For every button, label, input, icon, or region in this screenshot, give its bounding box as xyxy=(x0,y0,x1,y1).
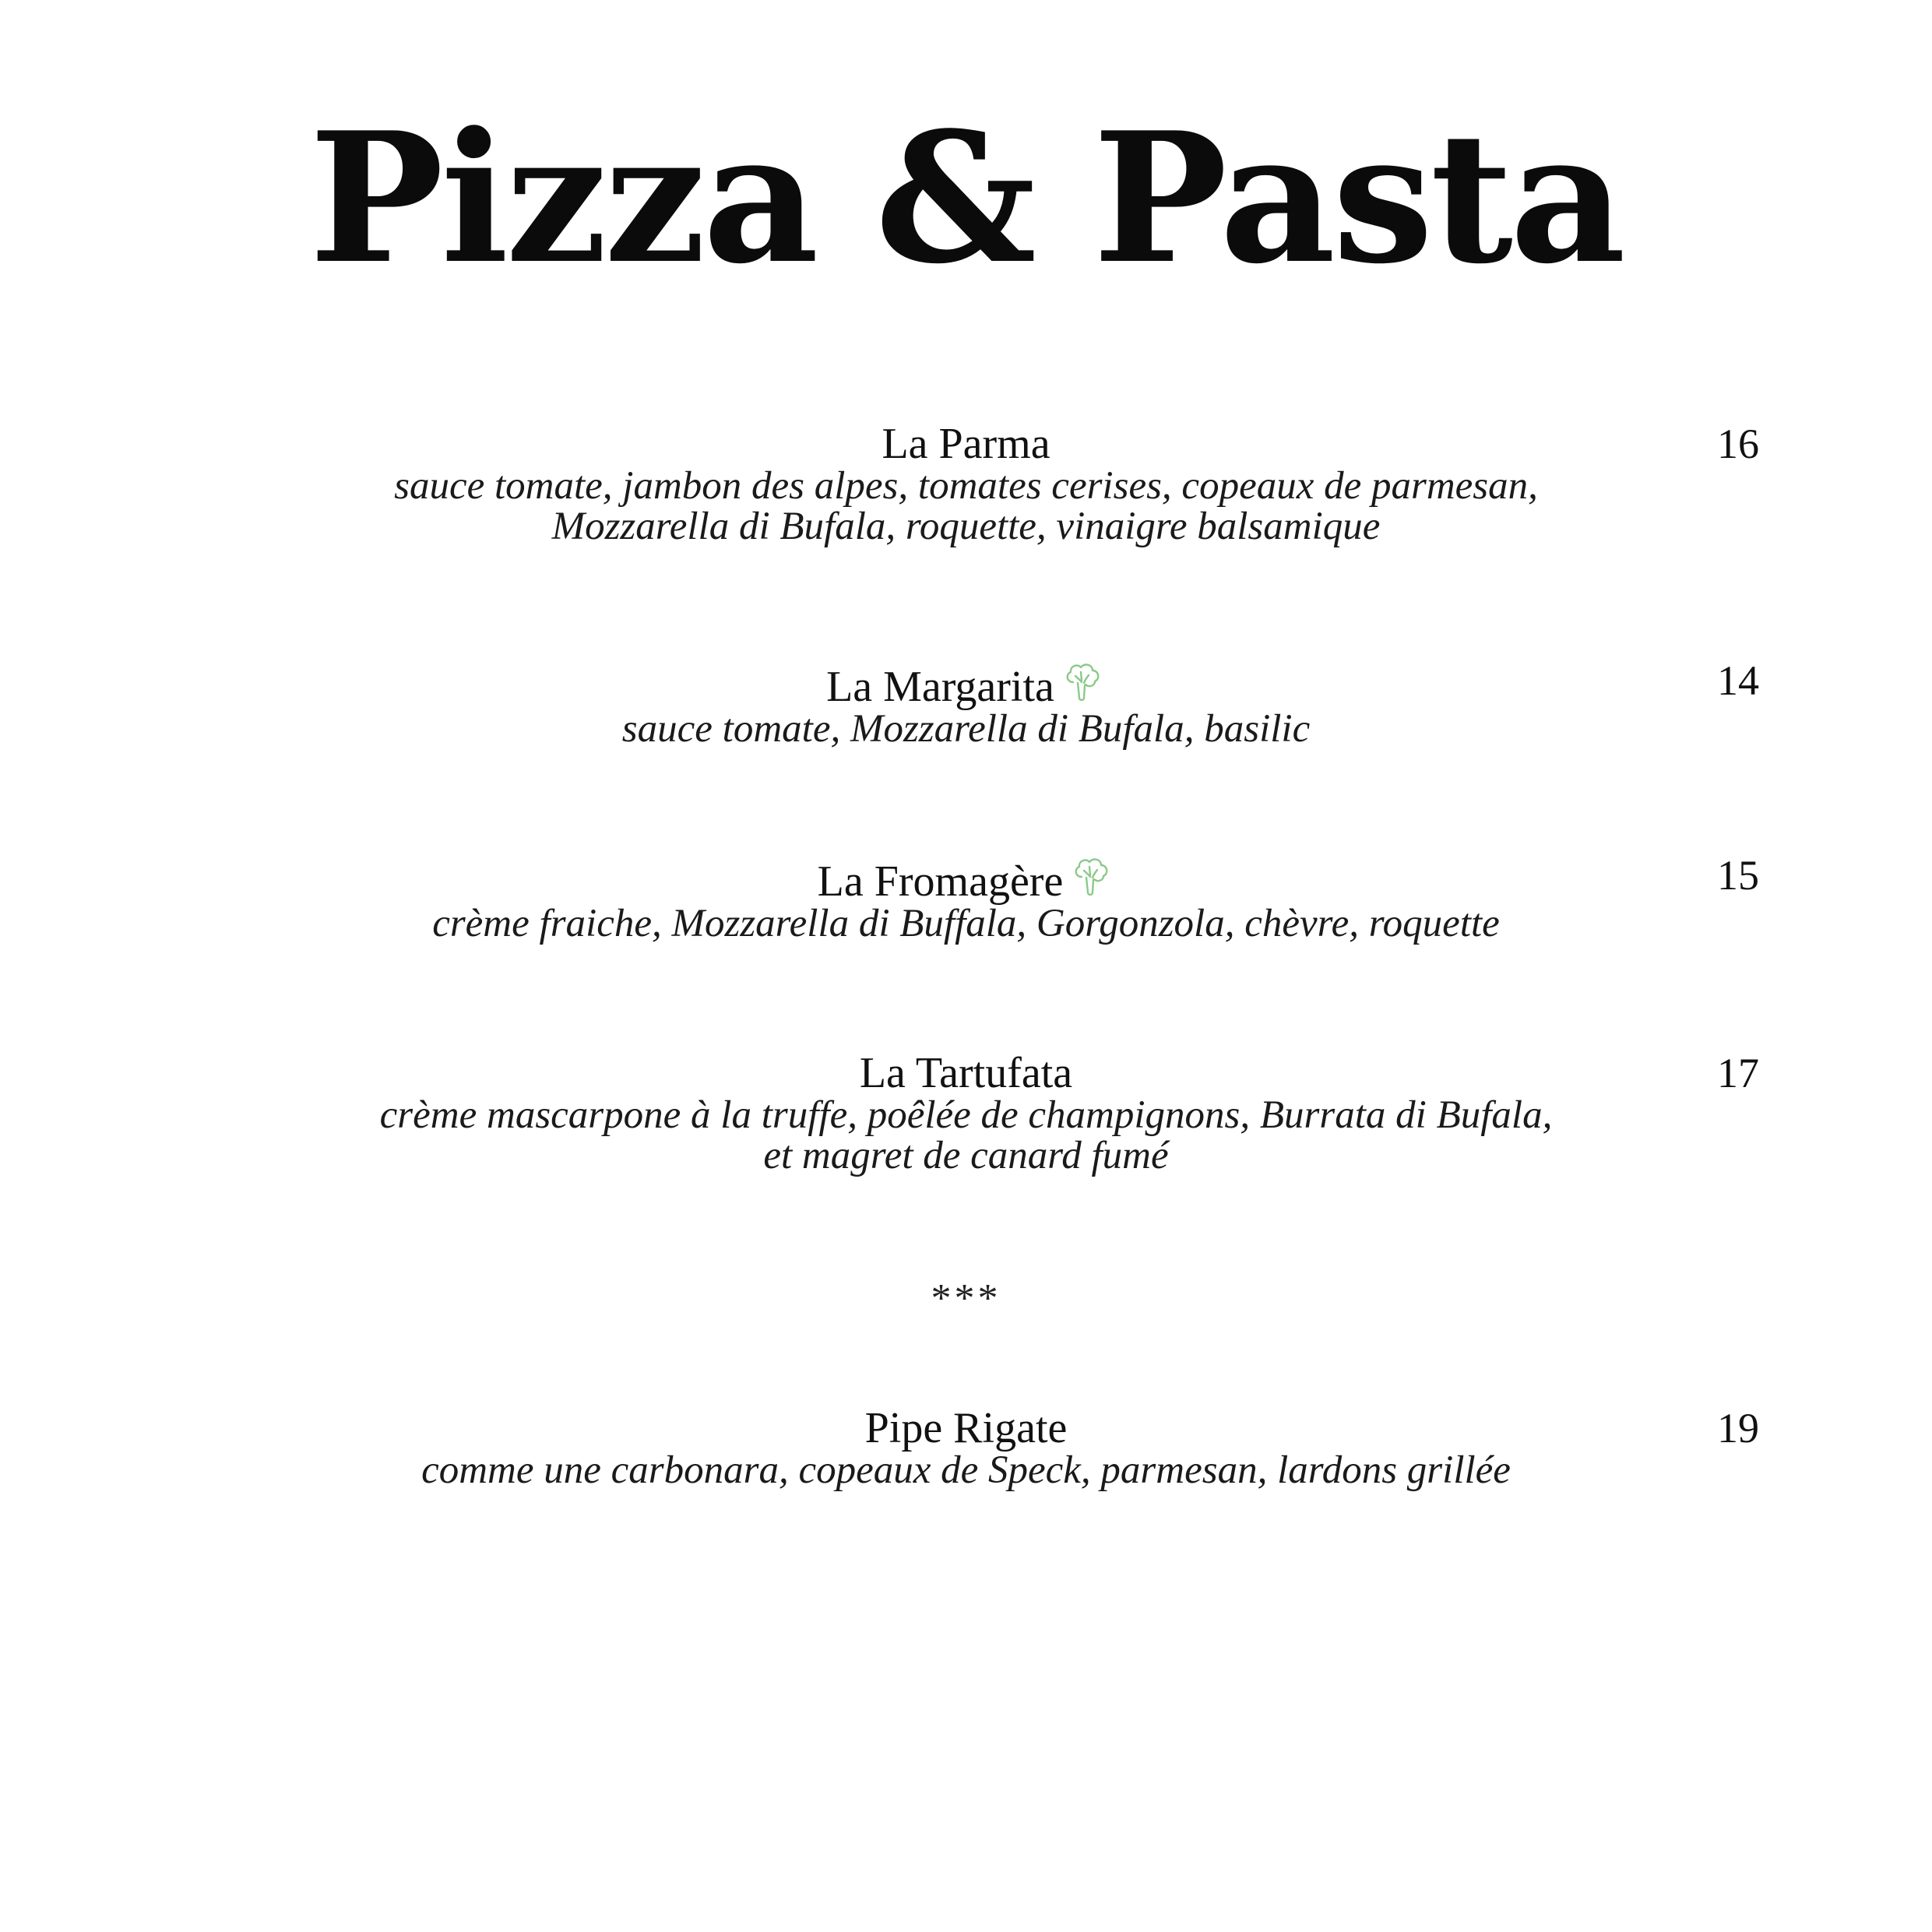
item-description-line: sauce tomate, Mozzarella di Bufala, basilic xyxy=(621,707,1311,751)
item-name: La Fromagère xyxy=(817,857,1064,906)
item-description-line: et magret de canard fumé xyxy=(763,1134,1169,1177)
item-description-line: crème fraiche, Mozzarella di Buffala, Gorgonzola, chèvre, roquette xyxy=(432,902,1500,945)
broccoli-icon xyxy=(1059,659,1106,706)
menu-item-la-tartufata xyxy=(0,1051,1932,1176)
menu-item-pipe-rigate xyxy=(0,1406,1932,1490)
item-name: La Margarita xyxy=(826,663,1054,711)
item-description-line: crème mascarpone à la truffe, poêlée de champignons, Burrata di Bufala, xyxy=(379,1093,1553,1137)
menu-item-la-parma xyxy=(0,422,1932,547)
item-price: 19 xyxy=(1717,1405,1759,1452)
item-price: 17 xyxy=(1717,1050,1759,1096)
item-price: 16 xyxy=(1717,421,1759,467)
item-name: Pipe Rigate xyxy=(864,1404,1068,1452)
item-name-row xyxy=(0,659,1932,709)
section-separator: *** xyxy=(931,1276,1001,1321)
menu-item-la-margarita xyxy=(0,659,1932,749)
item-description-line: comme une carbonara, copeaux de Speck, parmesan, lardons grillée xyxy=(421,1448,1511,1492)
menu-item-la-fromagere xyxy=(0,853,1932,944)
item-name: La Parma xyxy=(882,420,1050,468)
item-price: 14 xyxy=(1717,657,1759,704)
item-name-row xyxy=(0,853,1932,906)
item-price: 15 xyxy=(1717,852,1759,899)
item-description-line: sauce tomate, jambon des alpes, tomates cerises, copeaux de parmesan, xyxy=(394,464,1538,508)
item-name: La Tartufata xyxy=(859,1049,1073,1097)
item-description-line: Mozzarella di Bufala, roquette, vinaigre balsamique xyxy=(551,505,1381,548)
page-title: Pizza & Pasta xyxy=(309,93,1623,304)
broccoli-icon xyxy=(1068,853,1114,900)
